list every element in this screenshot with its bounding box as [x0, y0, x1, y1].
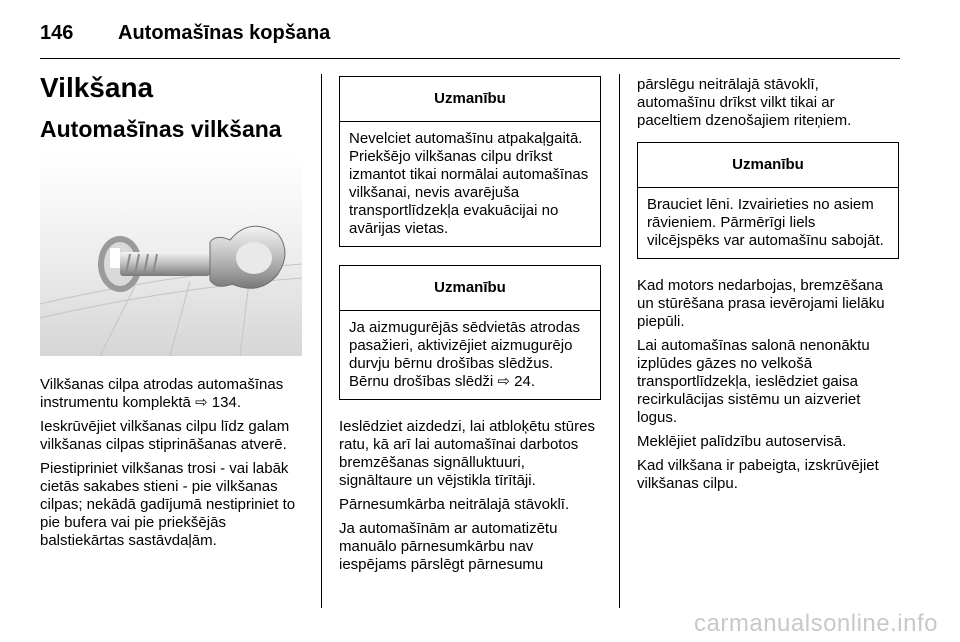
paragraph: Vilkšanas cilpa atrodas automašīnas instrumentu komplektā ⇨ 134.	[40, 376, 284, 411]
caution-text: Brauciet lēni. Izvairieties no asiem rāvieniem. Pārmērīgi liels vilcējspēks var automašīnu sabojāt.	[647, 196, 884, 249]
caution-title: Uzmanību	[340, 266, 600, 311]
paragraph: Ja automašīnām ar automatizētu manuālo pārnesumkārbu nav iespējams pārslēgt pārnesumu	[339, 520, 558, 573]
towing-eye-illustration	[40, 156, 302, 356]
paragraph: Ieslēdziet aizdedzi, lai atbloķētu stūres ratu, kā arī lai automašīnai darbotos bremzēšanas signālluktuuri, signāltaure un vējstikla tīrītāji.	[339, 418, 595, 489]
paragraph: Lai automašīnas salonā nenonāktu izplūdes gāzes no velkošā transportlīdzekļa, ieslēdziet gaisa recirkulācijas sistēmu un aizveriet logus.	[637, 337, 870, 426]
caution-title: Uzmanību	[638, 143, 898, 188]
paragraph: Piestipriniet vilkšanas trosi - vai labāk cietās sakabes stieni - pie vilkšanas cilpas; nekādā gadījumā nestipriniet to pie bufera vai pie priekšējās balstiekārtas sastāvdaļām.	[40, 460, 296, 549]
column-2	[339, 76, 601, 580]
paragraph: Meklējiet palīdzību autoservisā.	[637, 433, 847, 450]
page-heading: Vilkšana	[40, 72, 154, 103]
caution-text: Nevelciet automašīnu atpakaļgaitā. Priekšējo vilkšanas cilpu drīkst izmantot tikai normālai automašīnas vilkšanai, nevis avarējuša transportlīdzekļa evakuācijai no avārijas vietas.	[349, 130, 589, 237]
caution-title: Uzmanību	[340, 77, 600, 122]
paragraph: Ieskrūvējiet vilkšanas cilpu līdz galam vilkšanas cilpas stiprināšanas atverē.	[40, 418, 290, 453]
caution-text: Ja aizmugurējās sēdvietās atrodas pasažieri, aktivizējiet aizmugurējo durvju bērnu drošības slēdžus. Bērnu drošības slēdži ⇨ 24.	[349, 319, 580, 390]
column-divider-1	[321, 74, 322, 608]
header-rule	[40, 58, 900, 59]
section-title: Automašīnas kopšana	[118, 22, 331, 44]
page-number: 146	[40, 22, 74, 44]
paragraph: pārslēgu neitrālajā stāvoklī, automašīnu drīkst vilkt tikai ar paceltiem dzenošajiem riteņiem.	[637, 76, 852, 129]
column-divider-2	[619, 74, 620, 608]
column-3	[637, 76, 899, 499]
paragraph: Pārnesumkārba neitrālajā stāvoklī.	[339, 496, 570, 513]
caution-box	[339, 76, 601, 247]
paragraph: Kad vilkšana ir pabeigta, izskrūvējiet vilkšanas cilpu.	[637, 457, 879, 492]
caution-box	[637, 142, 899, 259]
subheading: Automašīnas vilkšana	[40, 116, 282, 142]
caution-box	[339, 265, 601, 400]
paragraph: Kad motors nedarbojas, bremzēšana un stūrēšana prasa ievērojami lielāku piepūli.	[637, 277, 885, 330]
watermark: carmanualsonline.info	[694, 610, 938, 637]
column-1	[40, 376, 304, 556]
